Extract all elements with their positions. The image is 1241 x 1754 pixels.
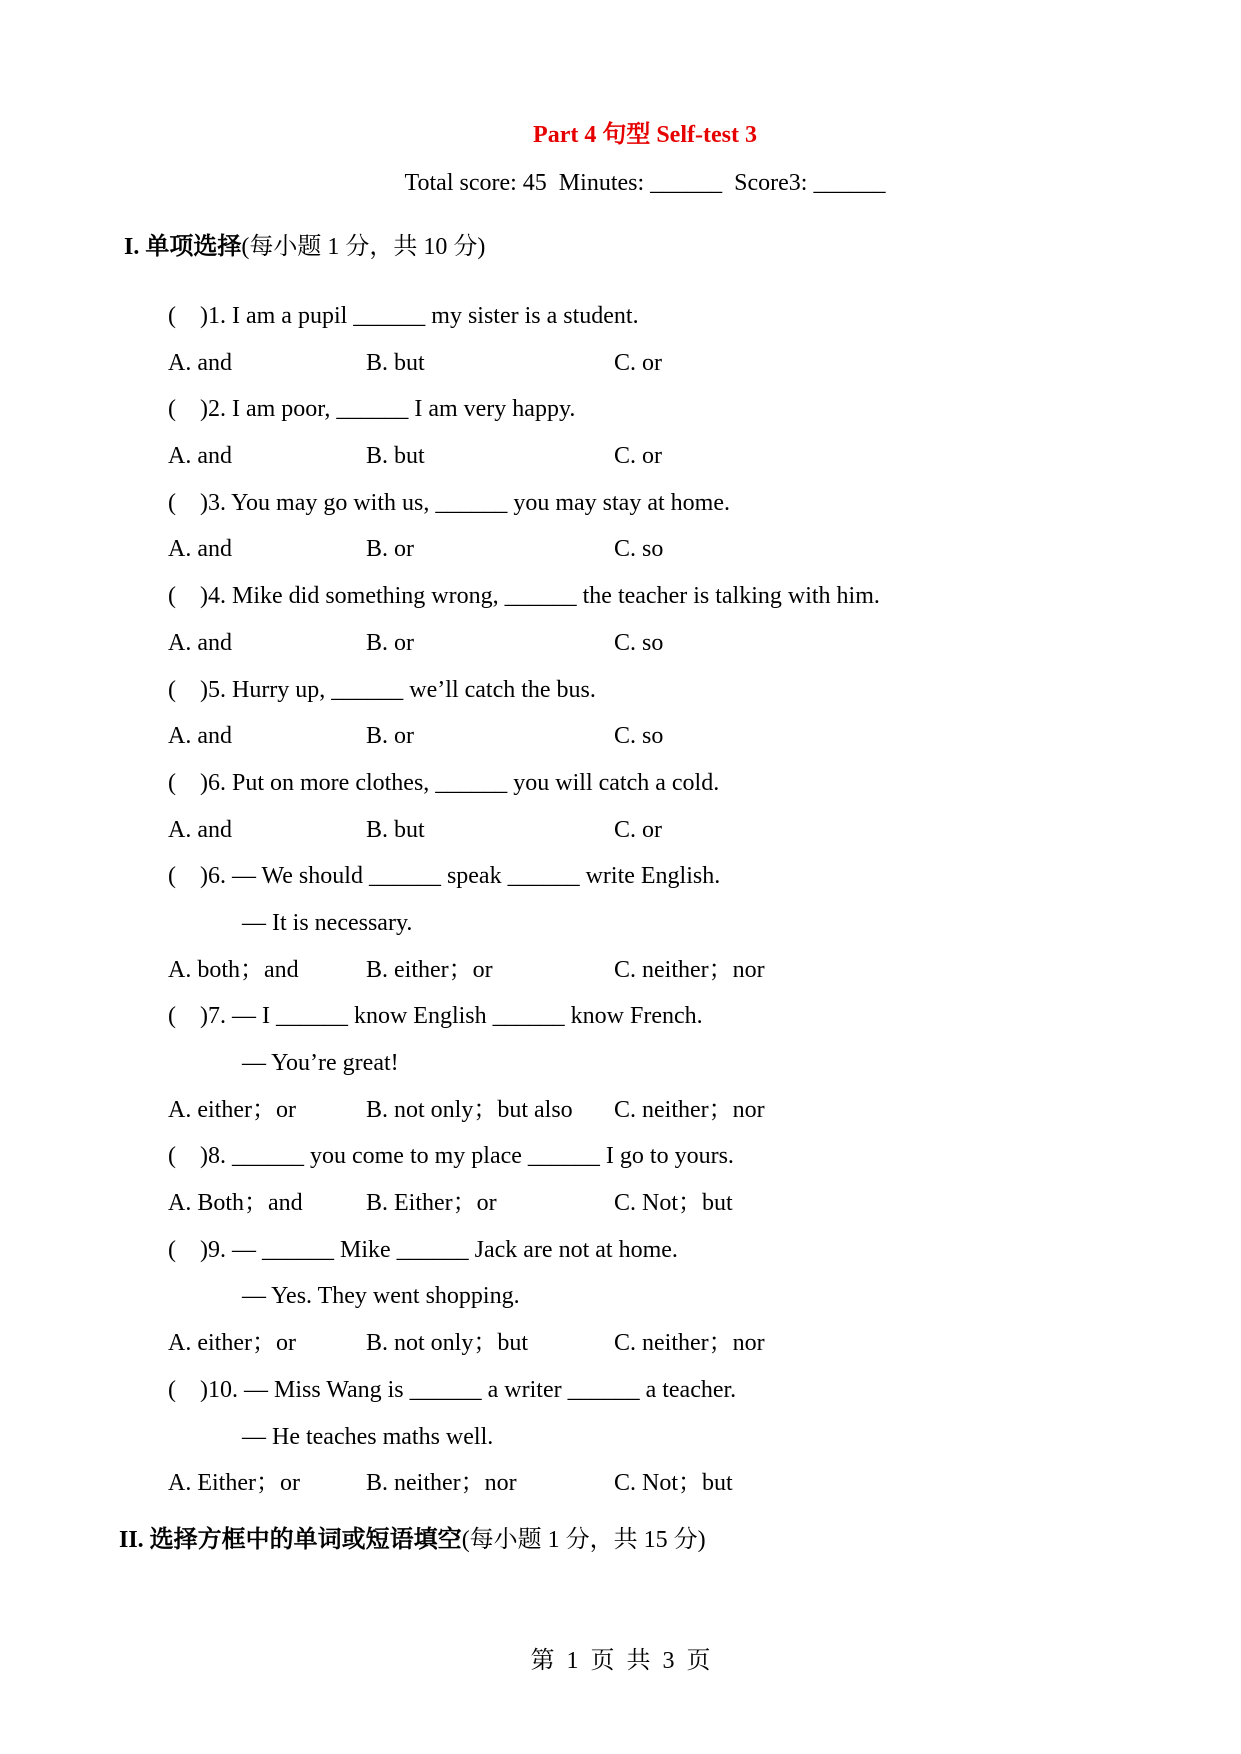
option-c: C. so bbox=[614, 629, 664, 656]
section-2-heading bbox=[119, 1523, 706, 1557]
question-stem: ( )9. — ______ Mike ______ Jack are not at home. bbox=[168, 1236, 678, 1263]
question-options bbox=[168, 340, 1168, 387]
question-stem: ( )3. You may go with us, ______ you may stay at home. bbox=[168, 489, 730, 516]
question-options bbox=[168, 526, 1168, 573]
option-b: B. or bbox=[366, 723, 414, 750]
question-options bbox=[168, 713, 1168, 760]
question-stem: ( )1. I am a pupil ______ my sister is a student. bbox=[168, 303, 639, 329]
option-c: C. or bbox=[614, 349, 662, 376]
score-line: Total score: 45 Minutes: ______ Score3: ______ bbox=[404, 170, 886, 196]
question-dialog-reply: — He teaches maths well. bbox=[242, 1423, 494, 1450]
question-options bbox=[168, 620, 1168, 667]
option-b: B. but bbox=[366, 443, 425, 470]
option-a: A. and bbox=[168, 629, 232, 656]
question-dialog-reply: — Yes. They went shopping. bbox=[242, 1283, 520, 1310]
question-options bbox=[168, 947, 1168, 994]
page-footer: 第 1 页 共 3 页 bbox=[530, 1648, 711, 1674]
question-options bbox=[168, 1087, 1168, 1134]
option-a: A. and bbox=[168, 723, 232, 750]
option-a: A. either；or bbox=[168, 1330, 296, 1357]
question-options bbox=[168, 1320, 1168, 1367]
option-b: B. but bbox=[366, 349, 425, 376]
question-dialog-reply: — You’re great! bbox=[242, 1050, 399, 1076]
question-stem: ( )10. — Miss Wang is ______ a writer ______ a teacher. bbox=[168, 1376, 737, 1403]
question-options bbox=[168, 1180, 1168, 1227]
section-2-scoring: (每小题 1 分，共 15 分) bbox=[461, 1527, 706, 1553]
option-c: C. Not；but bbox=[614, 1470, 733, 1497]
option-b: B. neither；nor bbox=[366, 1470, 517, 1497]
option-c: C. Not；but bbox=[614, 1190, 733, 1217]
question-options bbox=[168, 1460, 1168, 1507]
option-c: C. neither；nor bbox=[614, 956, 765, 983]
option-a: A. and bbox=[168, 349, 232, 376]
section-2-title: II. 选择方框中的单词或短语填空 bbox=[119, 1527, 462, 1553]
question-options bbox=[168, 807, 1168, 854]
option-a: A. Both；and bbox=[168, 1190, 303, 1217]
question-stem: ( )8. ______ you come to my place ______ I go to yours. bbox=[168, 1143, 734, 1170]
option-c: C. neither；nor bbox=[614, 1096, 765, 1123]
option-a: A. either；or bbox=[168, 1096, 296, 1123]
option-c: C. so bbox=[614, 723, 664, 750]
option-b: B. either；or bbox=[366, 956, 493, 983]
option-b: B. not only；but also bbox=[366, 1096, 573, 1123]
option-a: A. both；and bbox=[168, 956, 299, 983]
section-1-scoring: (每小题 1 分，共 10 分) bbox=[241, 234, 486, 260]
option-a: A. and bbox=[168, 816, 232, 843]
question-stem: ( )5. Hurry up, ______ we’ll catch the bus. bbox=[168, 676, 596, 703]
section-1-heading bbox=[124, 230, 485, 264]
page-title: Part 4 句型 Self-test 3 bbox=[533, 122, 757, 148]
option-a: A. and bbox=[168, 536, 232, 563]
question-dialog-reply: — It is necessary. bbox=[242, 909, 413, 936]
option-b: B. or bbox=[366, 536, 414, 563]
section-1-title: I. 单项选择 bbox=[124, 234, 242, 260]
question-options bbox=[168, 433, 1168, 480]
option-a: A. Either；or bbox=[168, 1470, 300, 1497]
option-c: C. or bbox=[614, 816, 662, 843]
option-a: A. and bbox=[168, 443, 232, 470]
question-stem: ( )6. — We should ______ speak ______ write English. bbox=[168, 863, 721, 890]
option-b: B. not only；but bbox=[366, 1330, 529, 1357]
question-stem: ( )7. — I ______ know English ______ know French. bbox=[168, 1003, 703, 1030]
question-stem: ( )4. Mike did something wrong, ______ the teacher is talking with him. bbox=[168, 583, 880, 610]
option-b: B. but bbox=[366, 816, 425, 843]
question-list bbox=[168, 293, 1168, 1507]
option-c: C. so bbox=[614, 536, 664, 563]
option-c: C. or bbox=[614, 443, 662, 470]
question-stem: ( )2. I am poor, ______ I am very happy. bbox=[168, 396, 576, 423]
question-stem: ( )6. Put on more clothes, ______ you will catch a cold. bbox=[168, 769, 720, 796]
option-c: C. neither；nor bbox=[614, 1330, 765, 1357]
option-b: B. Either；or bbox=[366, 1190, 497, 1217]
option-b: B. or bbox=[366, 629, 414, 656]
